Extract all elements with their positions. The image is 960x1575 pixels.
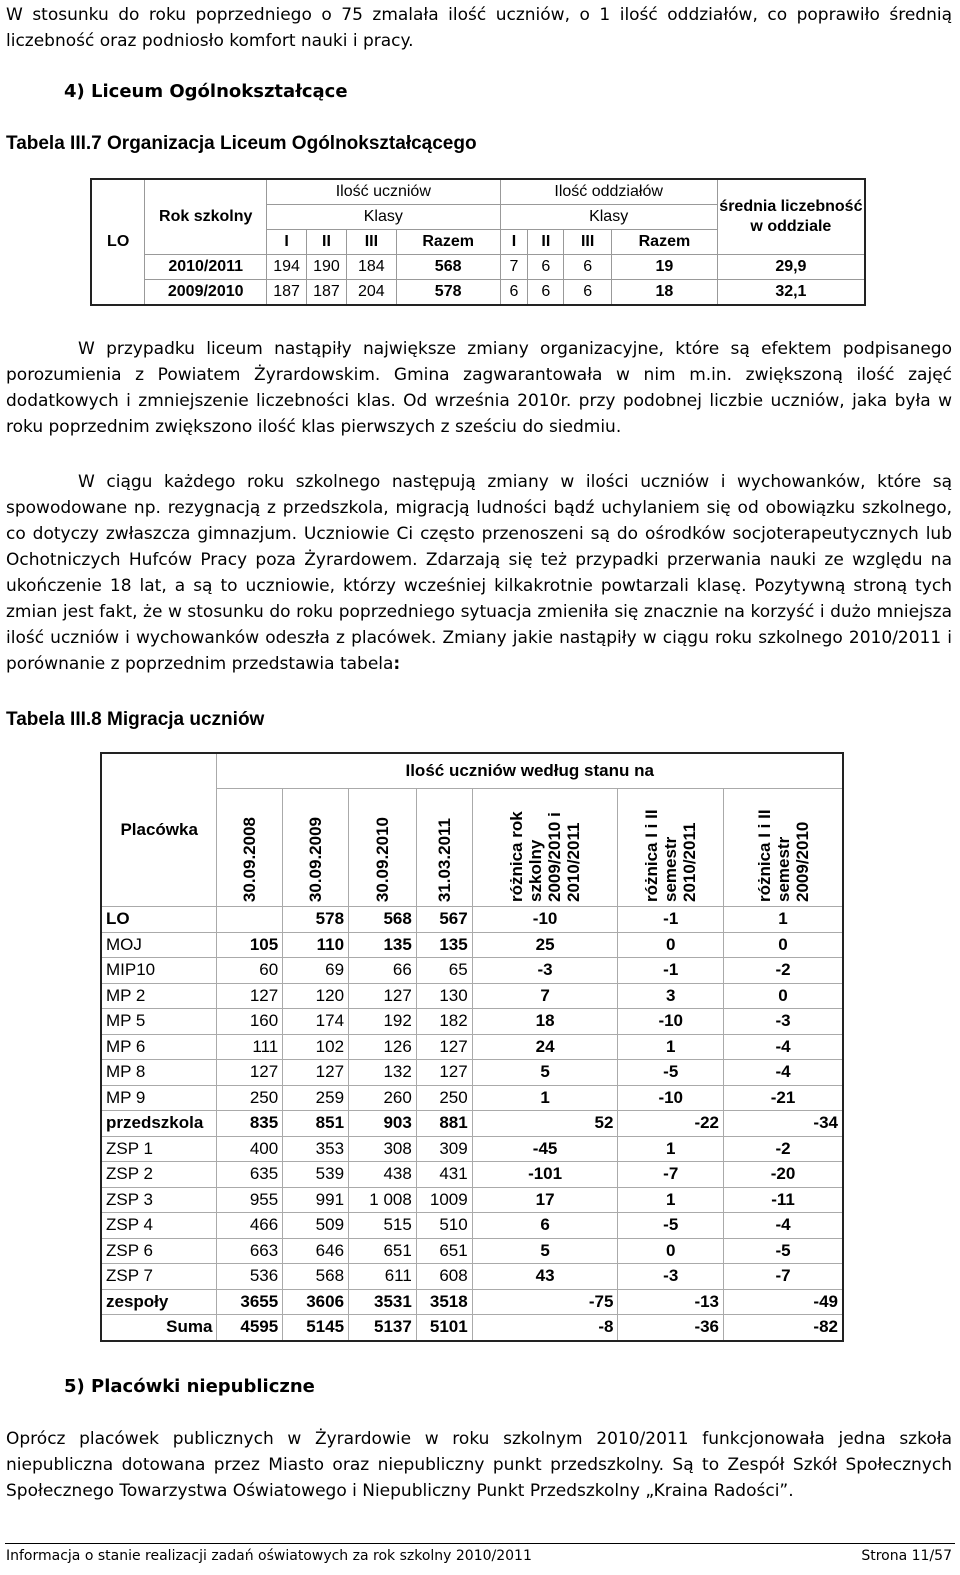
value-cell: 260 <box>349 1085 417 1111</box>
value-cell: -21 <box>724 1085 843 1111</box>
value-cell: 7 <box>472 983 618 1009</box>
value-cell: -10 <box>618 1085 724 1111</box>
section-4-title: 4) Liceum Ogólnokształcące <box>64 81 348 102</box>
placowka-cell: ZSP 2 <box>101 1162 217 1188</box>
value-cell: 6 <box>472 1213 618 1239</box>
value-cell: 4595 <box>217 1315 283 1341</box>
lo-label: LO <box>91 179 145 305</box>
table-row <box>101 932 843 958</box>
placowka-cell: MP 2 <box>101 983 217 1009</box>
cell: 187 <box>267 280 307 306</box>
value-cell: 127 <box>416 1034 472 1060</box>
placowka-cell: zespoły <box>101 1289 217 1315</box>
column-header-label: różnica I i II semestr 2009/2010 <box>754 809 812 902</box>
value-cell: -82 <box>724 1315 843 1341</box>
value-cell: 105 <box>217 932 283 958</box>
cell: 204 <box>346 280 396 306</box>
branches-header: Ilość oddziałów <box>500 179 717 205</box>
table-8-caption: Tabela III.8 Migracja uczniów <box>6 709 265 730</box>
value-cell: 568 <box>283 1264 349 1290</box>
value-cell: 568 <box>349 907 417 933</box>
table-row <box>101 907 843 933</box>
table-row <box>101 1060 843 1086</box>
placowka-header: Placówka <box>101 753 217 907</box>
value-cell: 5 <box>472 1060 618 1086</box>
intro-paragraph: W stosunku do roku poprzedniego o 75 zmalała ilość uczniów, o 1 ilość oddziałów, co poprawiło średnią liczebność oraz podniosło komfort nauki i pracy. <box>6 5 952 51</box>
table-7-caption: Tabela III.7 Organizacja Liceum Ogólnokształcącego <box>6 133 477 154</box>
table-row <box>101 1315 843 1341</box>
column-header-label: 31.03.2011 <box>434 817 454 902</box>
value-cell: 611 <box>349 1264 417 1290</box>
value-cell: -11 <box>724 1187 843 1213</box>
value-cell: -75 <box>472 1289 618 1315</box>
value-cell: -1 <box>618 907 724 933</box>
value-cell: -7 <box>618 1162 724 1188</box>
cell: 6 <box>528 280 564 306</box>
placowka-cell: przedszkola <box>101 1111 217 1137</box>
value-cell: 663 <box>217 1238 283 1264</box>
value-cell: 102 <box>283 1034 349 1060</box>
value-cell: 400 <box>217 1136 283 1162</box>
value-cell: 635 <box>217 1162 283 1188</box>
value-cell: -45 <box>472 1136 618 1162</box>
cell: 29,9 <box>717 255 865 280</box>
value-cell: 3531 <box>349 1289 417 1315</box>
group-header: Ilość uczniów według stanu na <box>217 753 843 789</box>
placowka-cell: ZSP 6 <box>101 1238 217 1264</box>
value-cell: -3 <box>618 1264 724 1290</box>
value-cell: 0 <box>618 1238 724 1264</box>
value-cell: 955 <box>217 1187 283 1213</box>
lo-organization-table <box>90 178 866 306</box>
value-cell: 17 <box>472 1187 618 1213</box>
value-cell: 1 <box>618 1034 724 1060</box>
col-header: Razem <box>612 230 718 255</box>
placowka-cell: ZSP 3 <box>101 1187 217 1213</box>
value-cell: 127 <box>349 983 417 1009</box>
cell: 6 <box>564 280 612 306</box>
section-5-title: 5) Placówki niepubliczne <box>64 1376 315 1397</box>
value-cell: -3 <box>724 1009 843 1035</box>
value-cell: 126 <box>349 1034 417 1060</box>
value-cell: 132 <box>349 1060 417 1086</box>
value-cell: 608 <box>416 1264 472 1290</box>
value-cell: 0 <box>724 932 843 958</box>
value-cell: 3606 <box>283 1289 349 1315</box>
value-cell: -7 <box>724 1264 843 1290</box>
value-cell: 3 <box>618 983 724 1009</box>
private-schools-paragraph: Oprócz placówek publicznych w Żyrardowie w roku szkolnym 2010/2011 funkcjonowała jedna szkoła niepubliczna dotowana przez Miasto oraz niepubliczny punkt przedszkolny. Są to Zespół Szkół Społecznych Społecznego Towarzystwa Oświatowego i Niepubliczny Punkt Przedszkolny „Kraina Radości”. <box>6 1429 952 1501</box>
value-cell: 646 <box>283 1238 349 1264</box>
value-cell: 308 <box>349 1136 417 1162</box>
value-cell: -3 <box>472 958 618 984</box>
value-cell: 43 <box>472 1264 618 1290</box>
migration-text: W ciągu każdego roku szkolnego następują zmiany w ilości uczniów i wychowanków, które są spowodowane np. rezygnacją z przedszkola, migracją ludności bądź uchylaniem się od obowiązku szkolnego, co dotyczy zwłaszcza gimnazjum. Uczniowie Ci często przenoszeni są do ośrodków socjoterapeutycznych lub Ochotniczych Hufców Pracy poza Żyrardowem. Zdarzają się też przypadki przerwania nauki ze względu na ukończenie 18 lat, a są to uczniowie, którzy wcześniej kilkakrotnie powtarzali klasę. Pozytywną stroną tych zmian jest fakt, że w stosunku do roku poprzedniego sytuacja zmieniła się znacznie na korzyść i dużo mniejsza ilość uczniów i wychowanków odeszła z placówek. Zmiany jakie nastąpiły w ciągu roku szkolnego 2010/2011 i porównanie z poprzednim przedstawia tabela <box>6 472 952 674</box>
value-cell: -2 <box>724 1136 843 1162</box>
value-cell <box>217 907 283 933</box>
value-cell: -10 <box>618 1009 724 1035</box>
placowka-cell: MIP10 <box>101 958 217 984</box>
cell: 6 <box>564 255 612 280</box>
value-cell: -4 <box>724 1034 843 1060</box>
value-cell: 0 <box>724 983 843 1009</box>
footer-divider <box>5 1543 955 1544</box>
value-cell: 651 <box>416 1238 472 1264</box>
table-row <box>101 1213 843 1239</box>
table-row <box>101 1136 843 1162</box>
cell: 578 <box>396 280 500 306</box>
cell: 19 <box>612 255 718 280</box>
table-row <box>101 983 843 1009</box>
value-cell: 130 <box>416 983 472 1009</box>
value-cell: 18 <box>472 1009 618 1035</box>
value-cell: -10 <box>472 907 618 933</box>
value-cell: 127 <box>283 1060 349 1086</box>
value-cell: 25 <box>472 932 618 958</box>
value-cell: -4 <box>724 1060 843 1086</box>
value-cell: -5 <box>724 1238 843 1264</box>
lo-paragraph: W przypadku liceum nastąpiły największe zmiany organizacyjne, które są efektem podpisanego porozumienia z Powiatem Żyrardowskim. Gmina zagwarantowała w nim m.in. zwiększoną ilość zajęć dodatkowych i zmniejszenie liczebności klas. Od września 2010r. przy podobnej liczbie uczniów, jaka była w roku poprzednim zwiększono ilość klas pierwszych z sześciu do siedmiu. <box>6 339 952 437</box>
value-cell: 5 <box>472 1238 618 1264</box>
value-cell: 52 <box>472 1111 618 1137</box>
cell: 32,1 <box>717 280 865 306</box>
table-row <box>101 1187 843 1213</box>
value-cell: 567 <box>416 907 472 933</box>
placowka-cell: MP 9 <box>101 1085 217 1111</box>
table-row <box>101 1111 843 1137</box>
migration-paragraph <box>6 469 952 677</box>
value-cell: 24 <box>472 1034 618 1060</box>
value-cell: 309 <box>416 1136 472 1162</box>
placowka-cell: LO <box>101 907 217 933</box>
value-cell: 135 <box>349 932 417 958</box>
table-row <box>101 1034 843 1060</box>
table-row <box>91 280 865 306</box>
placowka-cell: ZSP 1 <box>101 1136 217 1162</box>
value-cell: 438 <box>349 1162 417 1188</box>
column-header <box>416 789 472 907</box>
cell: 187 <box>307 280 347 306</box>
placowka-cell: Suma <box>101 1315 217 1341</box>
value-cell: 69 <box>283 958 349 984</box>
column-header <box>724 789 843 907</box>
value-cell: -49 <box>724 1289 843 1315</box>
value-cell: -1 <box>618 958 724 984</box>
migration-table <box>100 752 844 1342</box>
value-cell: 60 <box>217 958 283 984</box>
column-header <box>618 789 724 907</box>
table-row <box>101 958 843 984</box>
value-cell: 1 <box>724 907 843 933</box>
year-cell: 2010/2011 <box>145 255 267 280</box>
col-header: I <box>267 230 307 255</box>
cell: 6 <box>500 280 528 306</box>
table-row <box>101 1289 843 1315</box>
placowka-cell: MP 8 <box>101 1060 217 1086</box>
value-cell: -13 <box>618 1289 724 1315</box>
value-cell: 851 <box>283 1111 349 1137</box>
value-cell: -2 <box>724 958 843 984</box>
col-header: II <box>307 230 347 255</box>
placowka-cell: MP 5 <box>101 1009 217 1035</box>
value-cell: 3655 <box>217 1289 283 1315</box>
value-cell: -36 <box>618 1315 724 1341</box>
value-cell: 1 008 <box>349 1187 417 1213</box>
students-classes-label: Klasy <box>267 205 500 230</box>
value-cell: 835 <box>217 1111 283 1137</box>
value-cell: 1 <box>618 1187 724 1213</box>
value-cell: 536 <box>217 1264 283 1290</box>
value-cell: 515 <box>349 1213 417 1239</box>
footer-left: Informacja o stanie realizacji zadań oświatowych za rok szkolny 2010/2011 <box>6 1548 532 1564</box>
value-cell: 192 <box>349 1009 417 1035</box>
value-cell: 111 <box>217 1034 283 1060</box>
cell: 194 <box>267 255 307 280</box>
value-cell: 431 <box>416 1162 472 1188</box>
value-cell: 509 <box>283 1213 349 1239</box>
col-header: II <box>528 230 564 255</box>
value-cell: 881 <box>416 1111 472 1137</box>
table-row <box>101 1162 843 1188</box>
value-cell: 5145 <box>283 1315 349 1341</box>
placowka-cell: MOJ <box>101 932 217 958</box>
column-header-label: 30.09.2010 <box>372 816 392 902</box>
placowka-cell: ZSP 4 <box>101 1213 217 1239</box>
value-cell: -22 <box>618 1111 724 1137</box>
cell: 184 <box>346 255 396 280</box>
value-cell: -20 <box>724 1162 843 1188</box>
migration-colon: : <box>393 654 401 674</box>
average-header: średnia liczebność w oddziale <box>717 179 865 255</box>
value-cell: 3518 <box>416 1289 472 1315</box>
value-cell: 120 <box>283 983 349 1009</box>
table-row <box>101 1085 843 1111</box>
column-header <box>217 789 283 907</box>
column-header-label: 30.09.2008 <box>240 816 260 902</box>
value-cell: 127 <box>217 983 283 1009</box>
value-cell: -101 <box>472 1162 618 1188</box>
value-cell: 250 <box>217 1085 283 1111</box>
table-row <box>101 1264 843 1290</box>
table-row <box>101 1009 843 1035</box>
value-cell: 127 <box>416 1060 472 1086</box>
value-cell: 5137 <box>349 1315 417 1341</box>
year-cell: 2009/2010 <box>145 280 267 306</box>
table-row <box>91 255 865 280</box>
value-cell: 1 <box>618 1136 724 1162</box>
value-cell: 259 <box>283 1085 349 1111</box>
value-cell: 250 <box>416 1085 472 1111</box>
value-cell: 110 <box>283 932 349 958</box>
value-cell: 510 <box>416 1213 472 1239</box>
value-cell: 1 <box>472 1085 618 1111</box>
value-cell: -34 <box>724 1111 843 1137</box>
value-cell: -4 <box>724 1213 843 1239</box>
col-header: I <box>500 230 528 255</box>
cell: 6 <box>528 255 564 280</box>
value-cell: 651 <box>349 1238 417 1264</box>
column-header-label: różnica I i II semestr 2010/2011 <box>642 809 700 902</box>
cell: 18 <box>612 280 718 306</box>
value-cell: 66 <box>349 958 417 984</box>
students-header: Ilość uczniów <box>267 179 500 205</box>
column-header-label: różnica rok szkolny 2009/2010 i 2010/2011 <box>507 811 584 902</box>
value-cell: 135 <box>416 932 472 958</box>
value-cell: -5 <box>618 1213 724 1239</box>
value-cell: 174 <box>283 1009 349 1035</box>
cell: 568 <box>396 255 500 280</box>
value-cell: 903 <box>349 1111 417 1137</box>
cell: 7 <box>500 255 528 280</box>
value-cell: 353 <box>283 1136 349 1162</box>
column-header-label: 30.09.2009 <box>306 816 326 902</box>
col-header: III <box>346 230 396 255</box>
value-cell: 578 <box>283 907 349 933</box>
col-header: III <box>564 230 612 255</box>
value-cell: 160 <box>217 1009 283 1035</box>
column-header <box>283 789 349 907</box>
column-header <box>472 789 618 907</box>
school-year-header: Rok szkolny <box>145 179 267 255</box>
value-cell: -5 <box>618 1060 724 1086</box>
value-cell: 182 <box>416 1009 472 1035</box>
cell: 190 <box>307 255 347 280</box>
branches-classes-label: Klasy <box>500 205 717 230</box>
value-cell: 65 <box>416 958 472 984</box>
page-number: Strona 11/57 <box>861 1548 952 1564</box>
value-cell: 0 <box>618 932 724 958</box>
value-cell: 991 <box>283 1187 349 1213</box>
value-cell: 127 <box>217 1060 283 1086</box>
table-row <box>101 1238 843 1264</box>
value-cell: 539 <box>283 1162 349 1188</box>
value-cell: 1009 <box>416 1187 472 1213</box>
placowka-cell: ZSP 7 <box>101 1264 217 1290</box>
value-cell: 5101 <box>416 1315 472 1341</box>
value-cell: 466 <box>217 1213 283 1239</box>
value-cell: -8 <box>472 1315 618 1341</box>
placowka-cell: MP 6 <box>101 1034 217 1060</box>
column-header <box>349 789 417 907</box>
col-header: Razem <box>396 230 500 255</box>
